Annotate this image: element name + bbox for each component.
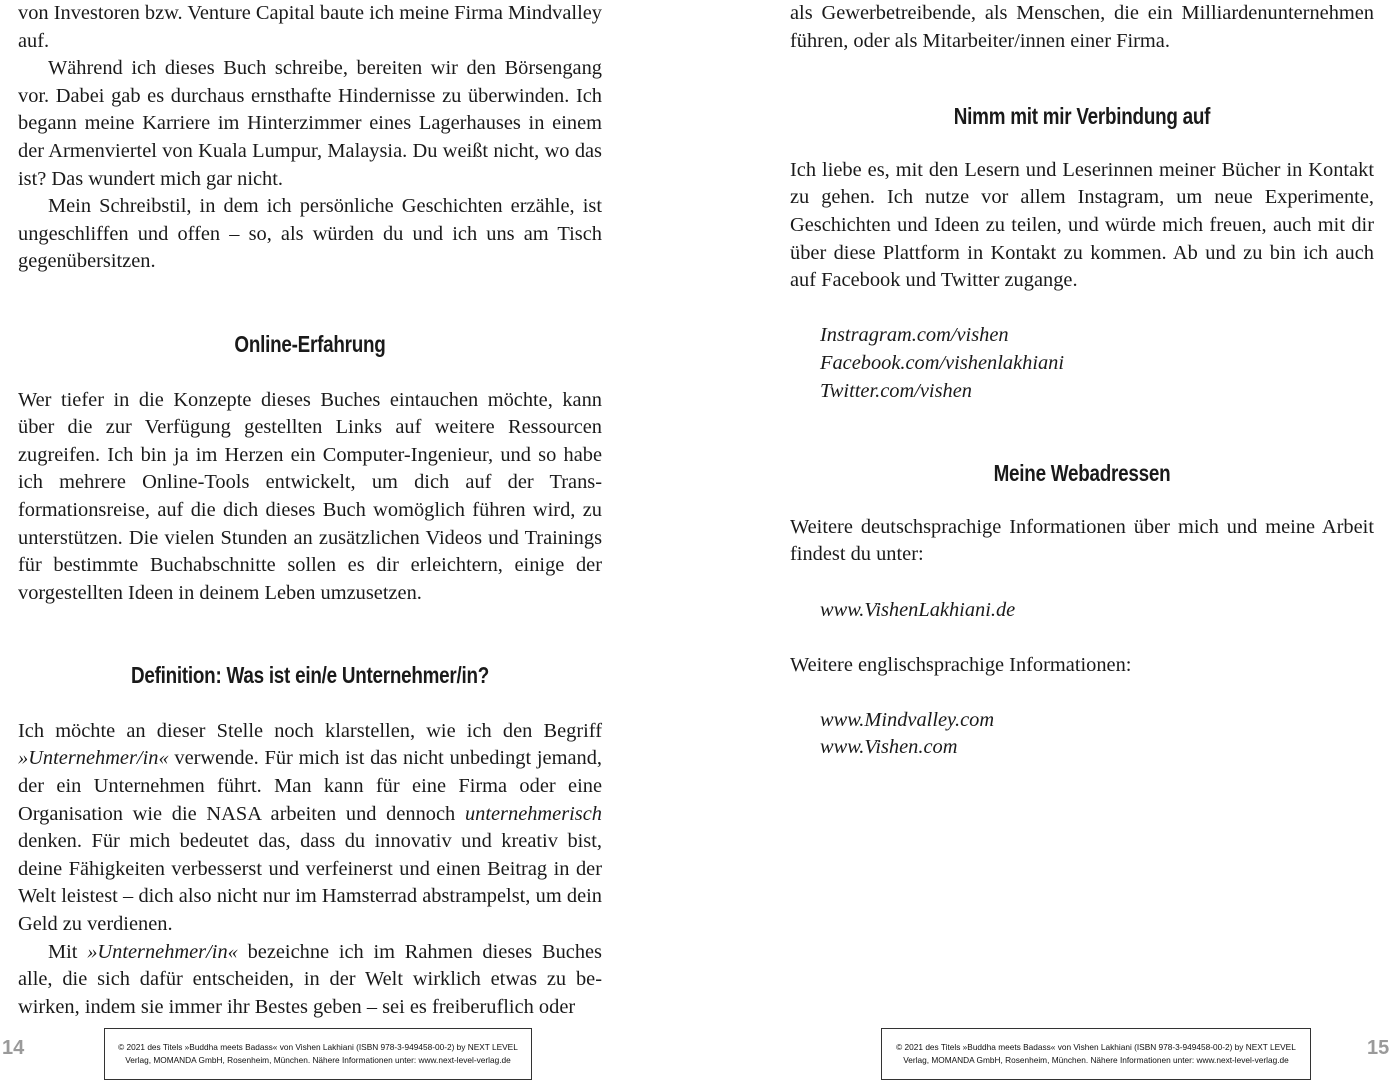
instagram-link[interactable]: Instragram.com/vishen: [820, 324, 1009, 347]
heading-verbindung: Nimm mit mir Verbindung auf: [953, 103, 1211, 130]
social-links-list: [790, 322, 1374, 405]
copyright-text-left: © 2021 des Titels »Buddha meets Badass« von Vishen Lakhiani (ISBN 978-3-949458-00-2) by NEXT LEVEL Verlag, MOMANDA GmbH, Rosenheim, München. Nähere Informationen unter: www.next-level-verlag.de: [118, 1042, 518, 1065]
paragraph-definition-2: [18, 939, 602, 1022]
website-de-link[interactable]: www.VishenLakhiani.de: [820, 598, 1016, 621]
definition-text-c: denken. Für mich bedeutet das, dass du innovativ und kreativ bist, deine Fähigkeiten verbesserst und verfeinerst und einen Beitrag in der Welt leistest – dich also nicht nur im Hamsterrad abstrampelst, um dein Geld zu verdienen.: [18, 830, 602, 936]
copyright-footer-left: [104, 1028, 532, 1080]
definition-term-2: unternehmerisch: [464, 802, 602, 825]
paragraph-connect: Ich liebe es, mit den Lesern und Leserinnen meiner Bücher in Kontakt zu gehen. Ich nutze vor allem Instagram, um neue Experimente, Geschichten und Ideen zu teilen, und würde mich freuen, auch mit dir über diese Plattform in Kontakt zu kommen. Ab und zu bin ich auch auf Facebook und Twitter zugange.: [790, 158, 1374, 292]
paragraph-web-de: Weitere deutschsprachige Informationen über mich und meine Arbeit findest du unter:: [790, 515, 1374, 566]
heading-definition: Definition: Was ist ein/e Unternehmer/in?: [130, 662, 490, 689]
right-page-text-column: [790, 0, 1374, 762]
definition-2-text-b: bezeichne ich im Rahmen dieses Buches alle, die sich dafür entscheiden, in der Welt wirklich etwas zu bewirken, indem sie immer ihr Bestes geben – sei es freiberuflich oder: [18, 940, 602, 1018]
copyright-footer-right: [881, 1028, 1311, 1080]
definition-2-term: »Unternehmer/in«: [87, 940, 238, 963]
vishen-link[interactable]: www.Vishen.com: [820, 736, 958, 759]
definition-2-text-a: Mit: [48, 940, 88, 963]
right-page: [696, 0, 1392, 1081]
heading-online-erfahrung: Online-Erfahrung: [234, 330, 386, 357]
mindvalley-link[interactable]: www.Mindvalley.com: [820, 708, 995, 731]
paragraph-intro-2: Während ich dieses Buch schreibe, bereiten wir den Börsengang vor. Dabei gab es durchaus ernsthafte Hindernisse zu überwinden. Ich begann meine Karriere im Hinterzimmer eines Lagerhauses in einem der Armenviertel von Kuala Lumpur, Malaysia. Du weißt nicht, wo das ist? Das wundert mich gar nicht.: [18, 57, 602, 190]
definition-term-1: »Unternehmer/in«: [18, 747, 169, 770]
facebook-link[interactable]: Facebook.com/vishenlakhiani: [820, 351, 1065, 374]
paragraph-online: Wer tiefer in die Konzepte dieses Buches eintauchen möchte, kann über die zur Verfügung gestellten Links auf weitere Ressourcen zugreifen. Ich bin ja im Herzen ein Computer-Ingenieur, und so habe ich mehrere Online-Tools entwickelt, um dich auf der Transformationsreise, auf die dich dieses Buch womöglich führen wird, zu unterstützen. Die vielen Stunden an zusätzlichen Videos und Trainings für bestimmte Buchabschnitte sollen es dir erleichtern, einige der vorgestellten Ideen in deinem Leben umzusetzen.: [18, 388, 602, 604]
paragraph-web-en: Weitere englischsprachige Informationen:: [790, 653, 1132, 676]
definition-text-a: Ich möchte an dieser Stelle noch klarstellen, wie ich den Begriff: [18, 719, 602, 742]
copyright-text-right: © 2021 des Titels »Buddha meets Badass« von Vishen Lakhiani (ISBN 978-3-949458-00-2) by NEXT LEVEL Verlag, MOMANDA GmbH, Rosenheim, München. Nähere Informationen unter: www.next-level-verlag.de: [896, 1042, 1296, 1065]
twitter-link[interactable]: Twitter.com/vishen: [820, 379, 972, 402]
page-number-left: 14: [2, 1037, 25, 1059]
heading-webadressen: Meine Webadressen: [993, 460, 1171, 487]
left-page-text-column: [18, 0, 602, 1021]
paragraph-continuation: als Gewerbetreibende, als Menschen, die ein Milliardenunternehmen führen, oder als Mitarbeiter/innen einer Firma.: [790, 2, 1374, 52]
page-number-right: 15: [1367, 1037, 1390, 1059]
paragraph-intro-1: von Investoren bzw. Venture Capital baute ich meine Firma Mindvalley auf.: [18, 2, 602, 52]
definition-text-b: verwende. Für mich ist das nicht unbedingt jemand, der ein Unternehmen führt. Man kann für eine Firma oder eine Organisation wie die NASA arbeiten und dennoch: [18, 747, 602, 825]
paragraph-intro-3: Mein Schreibstil, in dem ich persönliche Geschichten erzähle, ist ungeschliffen und offen – so, als würden du und ich uns am Tisch gegenübersitzen.: [18, 195, 602, 273]
paragraph-definition-1: [18, 718, 602, 939]
